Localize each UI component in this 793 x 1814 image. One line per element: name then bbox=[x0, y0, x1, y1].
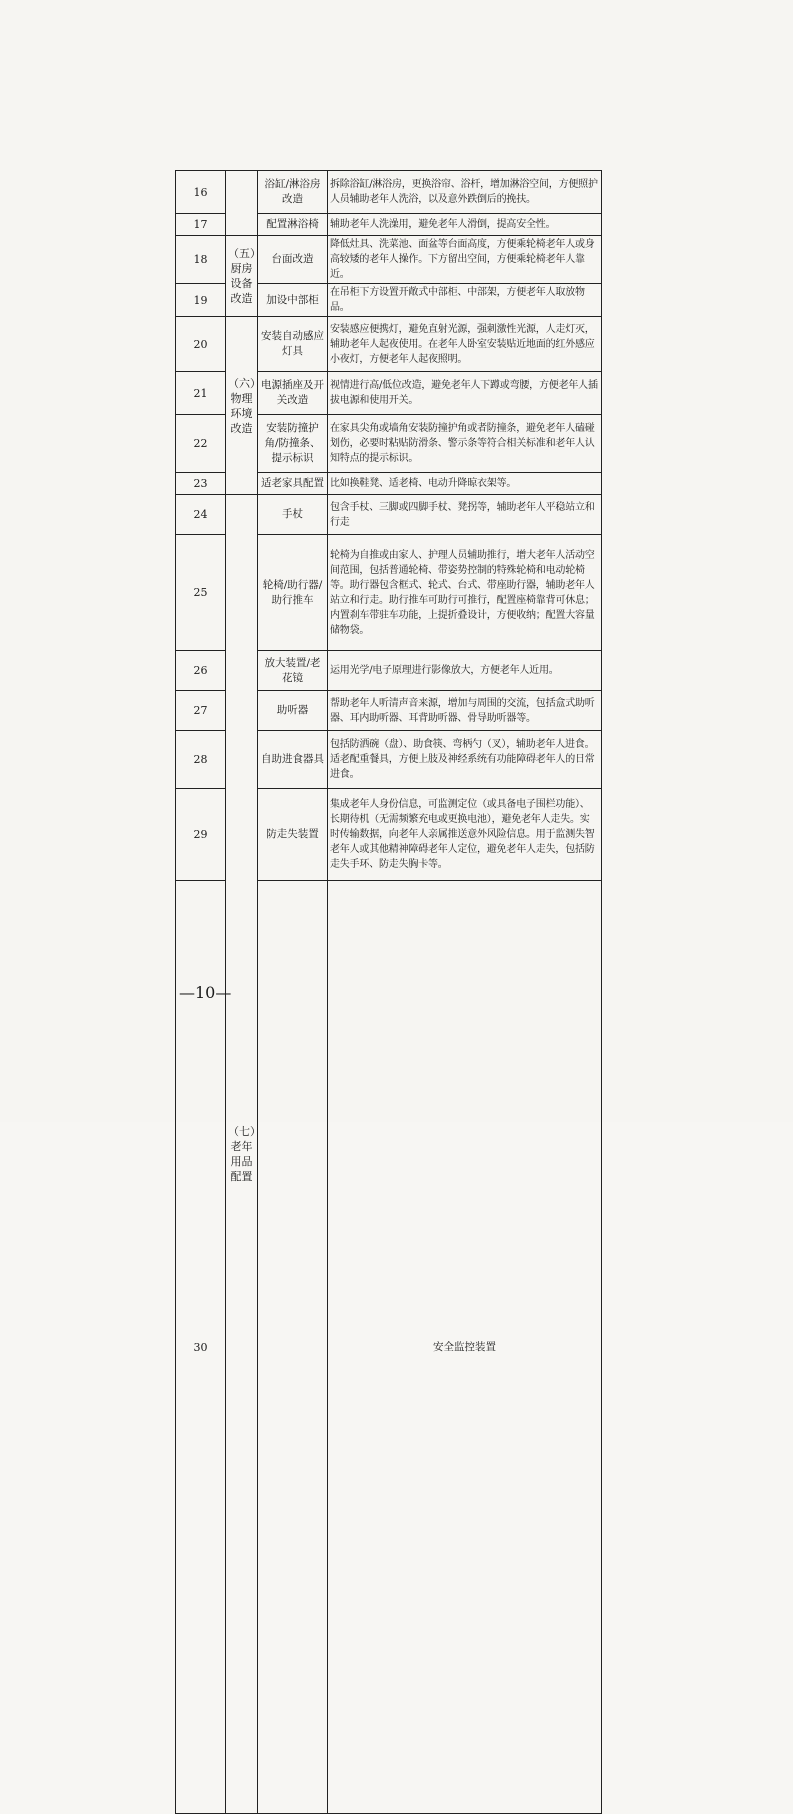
item-name: 电源插座及开关改造 bbox=[258, 372, 328, 415]
row-number: 16 bbox=[176, 171, 226, 214]
row-number: 22 bbox=[176, 415, 226, 473]
item-description: 辅助老年人洗澡用，避免老年人滑倒，提高安全性。 bbox=[328, 214, 602, 236]
table-row bbox=[176, 171, 602, 214]
category-cell-empty bbox=[226, 171, 258, 236]
item-name: 自助进食器具 bbox=[258, 731, 328, 789]
item-description: 包含手杖、三脚或四脚手杖、凳拐等，辅助老年人平稳站立和行走 bbox=[328, 495, 602, 535]
row-number: 17 bbox=[176, 214, 226, 236]
item-description: 降低灶具、洗菜池、面盆等台面高度，方便乘轮椅老年人或身高较矮的老年人操作。下方留出空间，方便乘轮椅老年人靠近。 bbox=[328, 236, 602, 284]
item-name: 手杖 bbox=[258, 495, 328, 535]
item-name: 加设中部柜 bbox=[258, 284, 328, 317]
item-name: 安装防撞护角/防撞条、提示标识 bbox=[258, 415, 328, 473]
item-name: 台面改造 bbox=[258, 236, 328, 284]
item-name: 浴缸/淋浴房改造 bbox=[258, 171, 328, 214]
item-description: 帮助老年人听清声音来源，增加与周围的交流，包括盒式助听器、耳内助听器、耳背助听器、骨导助听器等。 bbox=[328, 691, 602, 731]
item-name: 适老家具配置 bbox=[258, 473, 328, 495]
table-row bbox=[176, 317, 602, 372]
item-description: 轮椅为自推或由家人、护理人员辅助推行，增大老年人活动空间范围，包括普通轮椅、带姿势控制的特殊轮椅和电动轮椅等。助行器包含框式、轮式、台式、带座助行器，辅助老年人站立和行走。助行推车可助行可推行，配置座椅靠背可休息；内置刹车带驻车功能，上提折叠设计，方便收纳；配置大容量储物袋。 bbox=[328, 535, 602, 651]
item-name: 安全监控装置 bbox=[328, 881, 602, 1814]
row-number: 20 bbox=[176, 317, 226, 372]
category-label: （五）厨房设备改造 bbox=[226, 236, 258, 317]
item-name: 轮椅/助行器/助行推车 bbox=[258, 535, 328, 651]
item-name: 防走失装置 bbox=[258, 789, 328, 881]
row-number: 23 bbox=[176, 473, 226, 495]
row-number: 30 bbox=[176, 881, 226, 1814]
item-description: 包括防洒碗（盘）、助食筷、弯柄勺（叉），辅助老年人进食。适老配重餐具，方便上肢及神经系统有功能障碍老年人的日常进食。 bbox=[328, 731, 602, 789]
item-description: 安装感应便携灯，避免直射光源，强刺激性光源，人走灯灭，辅助老年人起夜使用。在老年人卧室安装贴近地面的红外感应小夜灯，方便老年人起夜照明。 bbox=[328, 317, 602, 372]
item-description: 拆除浴缸/淋浴房，更换浴帘、浴杆，增加淋浴空间，方便照护人员辅助老年人洗浴，以及意外跌倒后的挽扶。 bbox=[328, 171, 602, 214]
row-number: 29 bbox=[176, 789, 226, 881]
row-number: 19 bbox=[176, 284, 226, 317]
row-number: 21 bbox=[176, 372, 226, 415]
item-name: 安装自动感应灯具 bbox=[258, 317, 328, 372]
page-number: —10— bbox=[179, 983, 232, 1002]
item-description: 集成老年人身份信息，可监测定位（或具备电子围栏功能）、长期待机（无需频繁充电或更换电池），避免老年人走失。实时传输数据，向老年人亲属推送意外风险信息。用于监测失智老年人或其他精神障碍老年人定位，避免老年人走失，包括防走失手环、防走失胸卡等。 bbox=[328, 789, 602, 881]
row-number: 24 bbox=[176, 495, 226, 535]
item-description: 运用光学/电子原理进行影像放大，方便老年人近用。 bbox=[328, 651, 602, 691]
category-label: （六）物理环境改造 bbox=[226, 317, 258, 495]
table-row bbox=[176, 236, 602, 284]
item-description: 比如换鞋凳、适老椅、电动升降晾衣架等。 bbox=[328, 473, 602, 495]
category-cell-empty bbox=[258, 881, 328, 1814]
row-number: 25 bbox=[176, 535, 226, 651]
row-number: 26 bbox=[176, 651, 226, 691]
category-label: （七）老年用品配置 bbox=[226, 495, 258, 1814]
item-description: 在吊柜下方设置开敞式中部柜、中部架，方便老年人取放物品。 bbox=[328, 284, 602, 317]
item-description: 视情进行高/低位改造，避免老年人下蹲或弯腰，方便老年人插拔电源和使用开关。 bbox=[328, 372, 602, 415]
table-row bbox=[176, 495, 602, 535]
row-number: 27 bbox=[176, 691, 226, 731]
row-number: 18 bbox=[176, 236, 226, 284]
item-name: 助听器 bbox=[258, 691, 328, 731]
item-description: 在家具尖角或墙角安装防撞护角或者防撞条，避免老年人磕碰划伤，必要时粘贴防滑条、警示条等符合相关标准和老年人认知特点的提示标识。 bbox=[328, 415, 602, 473]
item-name: 配置淋浴椅 bbox=[258, 214, 328, 236]
item-name: 放大装置/老花镜 bbox=[258, 651, 328, 691]
adaptation-table bbox=[175, 170, 602, 1814]
row-number: 28 bbox=[176, 731, 226, 789]
